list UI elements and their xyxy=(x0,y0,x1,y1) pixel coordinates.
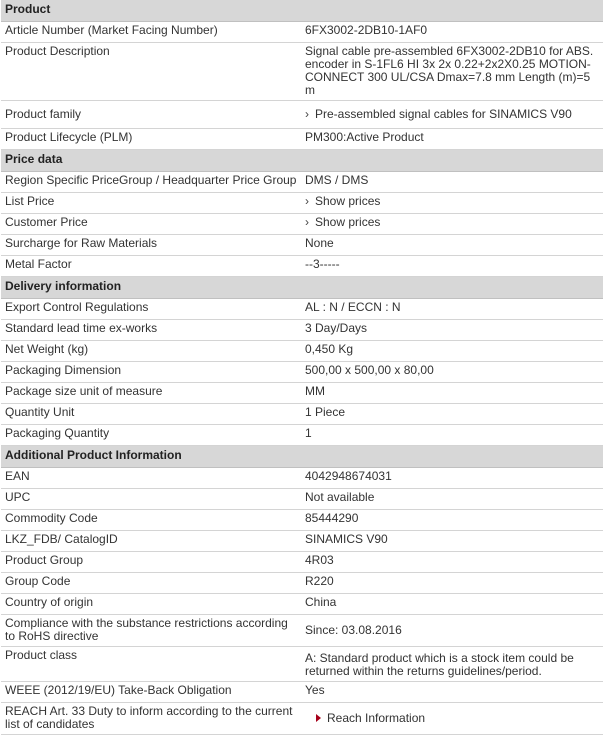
row-surcharge xyxy=(1,235,603,256)
row-product-family xyxy=(1,101,603,129)
row-value: 0,450 Kg xyxy=(302,341,603,362)
row-net-weight xyxy=(1,341,603,362)
section-title: Price data xyxy=(1,150,603,172)
row-label: Quantity Unit xyxy=(1,404,302,425)
row-label: Net Weight (kg) xyxy=(1,341,302,362)
row-article-number xyxy=(1,22,603,43)
row-metal-factor xyxy=(1,256,603,277)
row-label: EAN xyxy=(1,468,302,489)
row-country-origin xyxy=(1,594,603,615)
section-header-delivery xyxy=(1,277,603,299)
row-value: China xyxy=(302,594,603,615)
row-export-control xyxy=(1,299,603,320)
row-label: Package size unit of measure xyxy=(1,383,302,404)
section-header-price xyxy=(1,150,603,172)
triangle-right-icon xyxy=(316,714,321,722)
row-customer-price xyxy=(1,214,603,235)
row-label: Packaging Dimension xyxy=(1,362,302,383)
row-label: Metal Factor xyxy=(1,256,302,277)
row-rohs xyxy=(1,615,603,647)
row-lead-time xyxy=(1,320,603,341)
row-region-price-group xyxy=(1,172,603,193)
row-label: Customer Price xyxy=(1,214,302,235)
row-label: Standard lead time ex-works xyxy=(1,320,302,341)
row-value: 500,00 x 500,00 x 80,00 xyxy=(302,362,603,383)
row-label: Commodity Code xyxy=(1,510,302,531)
row-label: Compliance with the substance restrictions according to RoHS directive xyxy=(1,615,302,647)
row-upc xyxy=(1,489,603,510)
row-label: REACH Art. 33 Duty to inform according to the current list of candidates xyxy=(1,703,302,735)
row-value: 3 Day/Days xyxy=(302,320,603,341)
section-title: Additional Product Information xyxy=(1,446,603,468)
row-commodity-code xyxy=(1,510,603,531)
row-label: Product class xyxy=(1,647,302,682)
row-value: R220 xyxy=(302,573,603,594)
row-value: A: Standard product which is a stock item could be returned within the returns guidelines/period. xyxy=(302,647,603,682)
chevron-right-icon: › xyxy=(305,194,309,208)
row-catalog-id xyxy=(1,531,603,552)
row-label: Packaging Quantity xyxy=(1,425,302,446)
row-group-code xyxy=(1,573,603,594)
row-label: UPC xyxy=(1,489,302,510)
row-value: PM300:Active Product xyxy=(302,129,603,150)
row-value: 85444290 xyxy=(302,510,603,531)
row-label: List Price xyxy=(1,193,302,214)
product-data-table xyxy=(1,0,603,735)
link-text[interactable]: Pre-assembled signal cables for SINAMICS V90 xyxy=(315,106,572,121)
row-product-group xyxy=(1,552,603,573)
row-product-class xyxy=(1,647,603,682)
section-title: Delivery information xyxy=(1,277,603,299)
row-value: --3----- xyxy=(302,256,603,277)
row-packaging-dimension xyxy=(1,362,603,383)
row-value: Since: 03.08.2016 xyxy=(302,615,603,647)
row-value: MM xyxy=(302,383,603,404)
row-value: Signal cable pre-assembled 6FX3002-2DB10 for ABS. encoder in S-1FL6 HI 3x 2x 0.22+2x2X0.25 MOTION-CONNECT 300 UL/CSA Dmax=7.8 mm Length (m)=5 m xyxy=(302,43,603,101)
row-label: Product Description xyxy=(1,43,302,101)
chevron-right-icon: › xyxy=(305,215,309,229)
row-value: 1 xyxy=(302,425,603,446)
row-label: Export Control Regulations xyxy=(1,299,302,320)
row-value: 6FX3002-2DB10-1AF0 xyxy=(302,22,603,43)
chevron-right-icon: › xyxy=(305,106,309,121)
row-label: Product Group xyxy=(1,552,302,573)
list-price-link[interactable] xyxy=(302,193,603,214)
row-value: 4R03 xyxy=(302,552,603,573)
row-label: Article Number (Market Facing Number) xyxy=(1,22,302,43)
link-text[interactable]: Reach Information xyxy=(327,710,426,725)
row-quantity-unit xyxy=(1,404,603,425)
row-packaging-quantity xyxy=(1,425,603,446)
row-label: Product family xyxy=(1,101,302,129)
row-reach xyxy=(1,703,603,735)
row-label: Group Code xyxy=(1,573,302,594)
product-family-link[interactable] xyxy=(302,101,603,129)
customer-price-link[interactable] xyxy=(302,214,603,235)
row-value: 1 Piece xyxy=(302,404,603,425)
row-value: SINAMICS V90 xyxy=(302,531,603,552)
row-label: Surcharge for Raw Materials xyxy=(1,235,302,256)
row-value: 4042948674031 xyxy=(302,468,603,489)
link-text[interactable]: Show prices xyxy=(315,194,381,208)
row-label: Country of origin xyxy=(1,594,302,615)
row-weee xyxy=(1,682,603,703)
row-label: Product Lifecycle (PLM) xyxy=(1,129,302,150)
row-value: AL : N / ECCN : N xyxy=(302,299,603,320)
row-value: Not available xyxy=(302,489,603,510)
row-label: WEEE (2012/19/EU) Take-Back Obligation xyxy=(1,682,302,703)
link-text[interactable]: Show prices xyxy=(315,215,381,229)
row-value: Yes xyxy=(302,682,603,703)
row-package-unit xyxy=(1,383,603,404)
section-header-additional xyxy=(1,446,603,468)
section-header-product xyxy=(1,0,603,22)
row-label: Region Specific PriceGroup / Headquarter Price Group xyxy=(1,172,302,193)
section-title: Product xyxy=(1,0,603,22)
row-label: LKZ_FDB/ CatalogID xyxy=(1,531,302,552)
row-value: DMS / DMS xyxy=(302,172,603,193)
row-product-lifecycle xyxy=(1,129,603,150)
row-product-description xyxy=(1,43,603,101)
row-value: None xyxy=(302,235,603,256)
row-ean xyxy=(1,468,603,489)
row-list-price xyxy=(1,193,603,214)
reach-information-link[interactable] xyxy=(302,703,603,735)
